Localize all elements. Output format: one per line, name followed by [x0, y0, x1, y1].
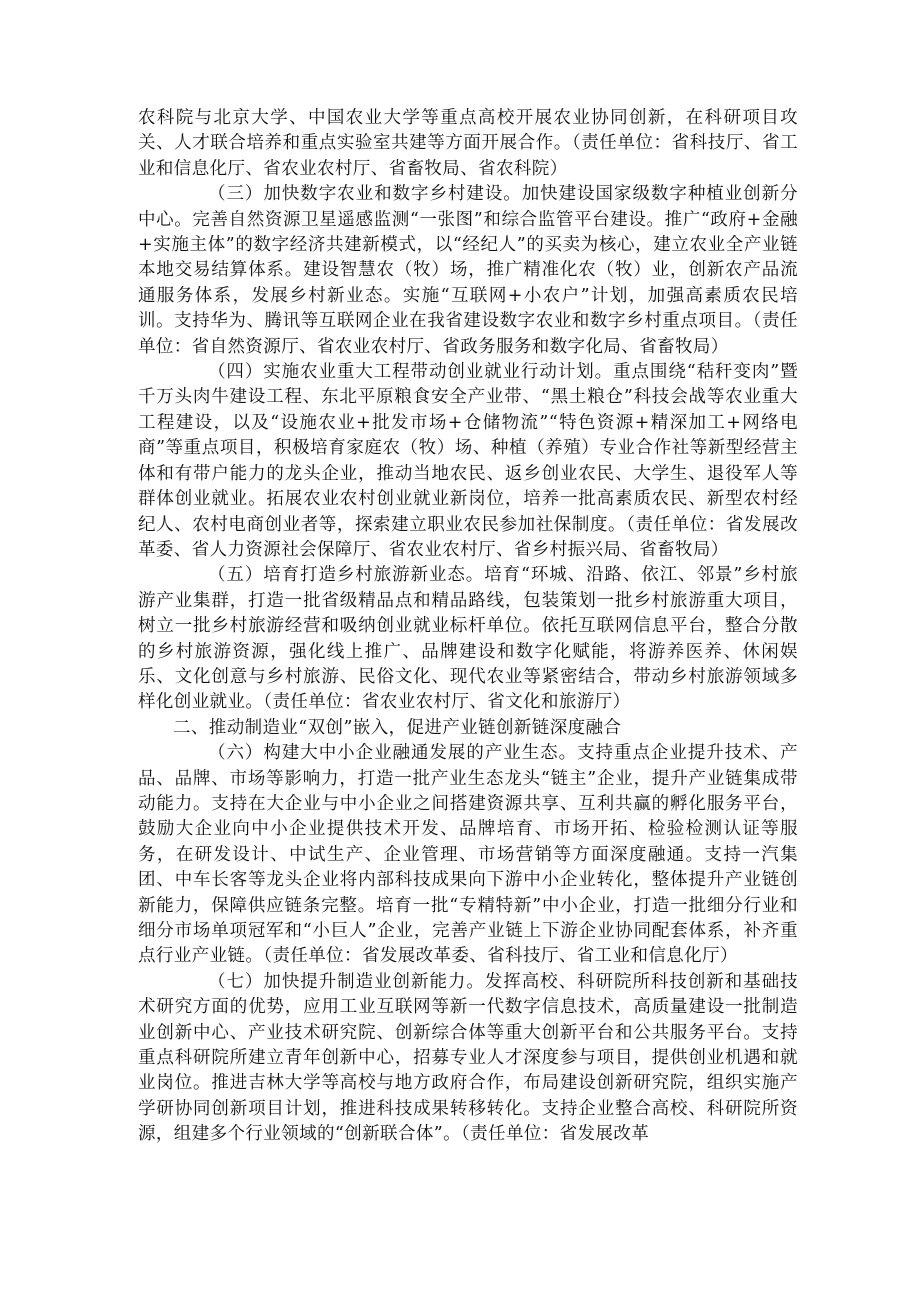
paragraph-item-7: （七）加快提升制造业创新能力。发挥高校、科研院所科技创新和基础技术研究方面的优势，应用工业互联网等新一代数字信息技术，高质量建设一批制造业创新中心、产业技术研究院、创新综合体等重大创新平台和公共服务平台。支持重点科研院所建立青年创新中心，招募专业人才深度参与项目，提供创业机遇和就业岗位。推进吉林大学等高校与地方政府合作，布局建设创新研究院，组织实施产学研协同创新项目计划，推进科技成果转移转化。支持企业整合高校、科研院所资源，组建多个行业领域的“创新联合体”。（责任单位：省发展改革 — [138, 971, 798, 1145]
paragraph-continuation: 农科院与北京大学、中国农业大学等重点高校开展农业协同创新，在科研项目攻关、人才联合培养和重点实验室共建等方面开展合作。（责任单位：省科技厅、省工业和信息化厅、省农业农村厅、省畜牧局、省农科院） — [138, 108, 798, 179]
document-body — [138, 106, 798, 1148]
section-heading-2: 二、推动制造业“双创”嵌入，促进产业链创新链深度融合 — [173, 717, 622, 738]
paragraph-item-4: （四）实施农业重大工程带动创业就业行动计划。重点围绕“秸秆变肉”暨千万头肉牛建设工程、东北平原粮食安全产业带、“黑土粮仓”科技会战等农业重大工程建设，以及“设施农业+批发市场+仓储物流”“特色资源+精深加工+网络电商”等重点项目，积极培育家庭农（牧）场、种植（养殖）专业合作社等新型经营主体和有带户能力的龙头企业，推动当地农民、返乡创业农民、大学生、退役军人等群体创业就业。拓展农业农村创业就业新岗位，培养一批高素质农民、新型农村经纪人、农村电商创业者等，探索建立职业农民参加社保制度。（责任单位：省发展改革委、省人力资源社会保障厅、省农业农村厅、省乡村振兴局、省畜牧局） — [138, 362, 798, 560]
paragraph-item-6: （六）构建大中小企业融通发展的产业生态。支持重点企业提升技术、产品、品牌、市场等影响力，打造一批产业生态龙头“链主”企业，提升产业链集成带动能力。支持在大企业与中小企业之间搭建资源共享、互利共赢的孵化服务平台，鼓励大企业向中小企业提供技术开发、品牌培育、市场开拓、检验检测认证等服务，在研发设计、中试生产、企业管理、市场营销等方面深度融通。支持一汽集团、中车长客等龙头企业将内部科技成果向下游中小企业转化，整体提升产业链创新能力，保障供应链条完整。培育一批“专精特新”中小企业，打造一批细分行业和细分市场单项冠军和“小巨人”企业，完善产业链上下游企业协同配套体系，补齐重点行业产业链。（责任单位：省发展改革委、省科技厅、省工业和信息化厅） — [138, 743, 798, 967]
paragraph-item-5: （五）培育打造乡村旅游新业态。培育“环城、沿路、依江、邻景”乡村旅游产业集群，打造一批省级精品点和精品路线，包装策划一批乡村旅游重大项目，树立一批乡村旅游经营和吸纳创业就业标杆单位。依托互联网信息平台，整合分散的乡村旅游资源，强化线上推广、品牌建设和数字化赋能，将游养医养、休闲娱乐、文化创意与乡村旅游、民俗文化、现代农业等紧密结合，带动乡村旅游领域多样化创业就业。（责任单位：省农业农村厅、省文化和旅游厅） — [138, 565, 798, 713]
paragraph-item-3: （三）加快数字农业和数字乡村建设。加快建设国家级数字种植业创新分中心。完善自然资源卫星遥感监测“一张图”和综合监管平台建设。推广“政府+金融+实施主体”的数字经济共建新模式，以“经纪人”的买卖为核心，建立农业全产业链本地交易结算体系。建设智慧农（牧）场，推广精准化农（牧）业，创新农产品流通服务体系，发展乡村新业态。实施“互联网+小农户”计划，加强高素质农民培训。支持华为、腾讯等互联网企业在我省建设数字农业和数字乡村重点项目。（责任单位：省自然资源厅、省农业农村厅、省政务服务和数字化局、省畜牧局） — [138, 184, 798, 357]
